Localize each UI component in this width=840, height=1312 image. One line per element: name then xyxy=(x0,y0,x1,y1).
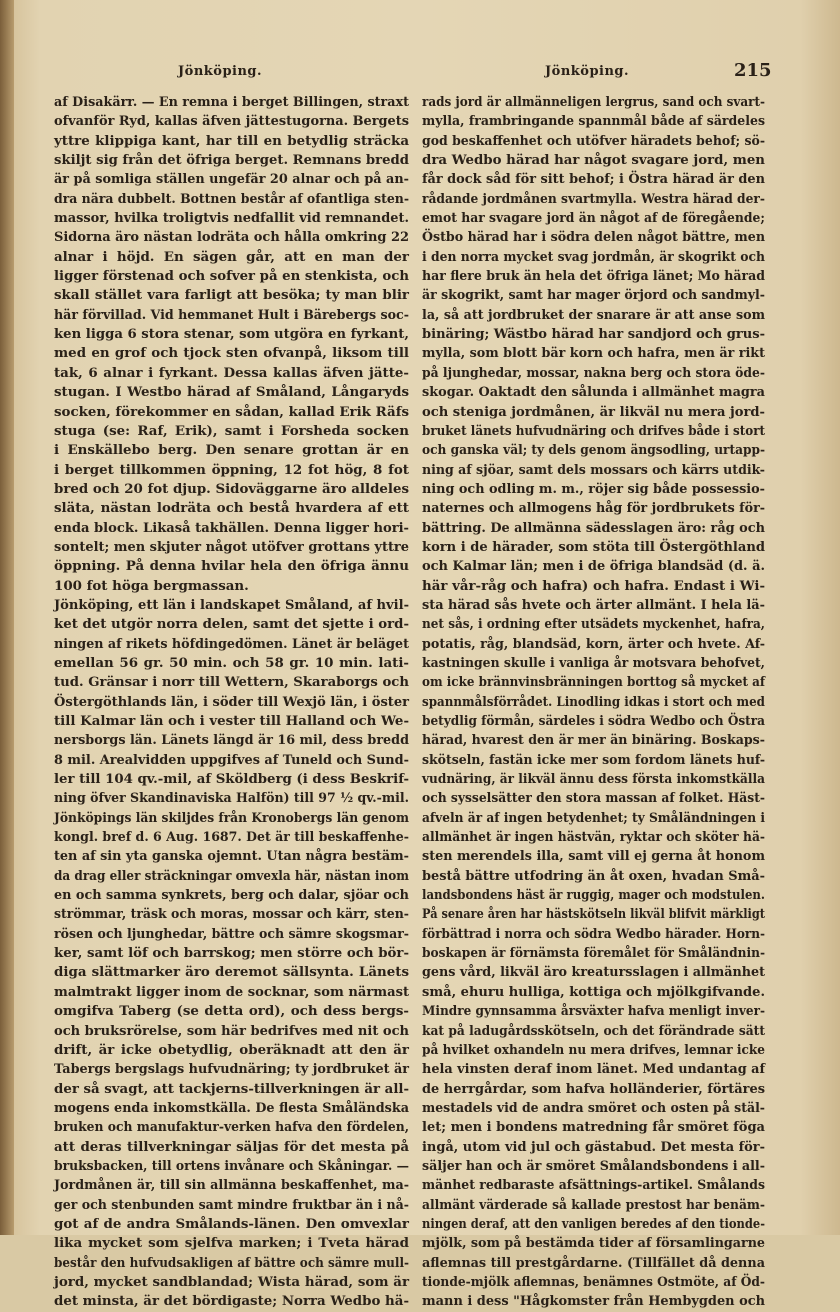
text-line: god beskaffenhet och utöfver häradets behof; sö- xyxy=(422,132,765,149)
text-line: 100 fot höga bergmassan. xyxy=(54,577,249,594)
text-line: till Kalmar län och i vester till Halland och We- xyxy=(54,713,409,729)
text-line: Jönköping, ett län i landskapet Småland, af hvil- xyxy=(54,596,409,613)
text-line: Sidorna äro nästan lodräta och hålla omkring 22 xyxy=(54,229,409,246)
text-line: bestå bättre utfodring än åt oxen, hvadan Små- xyxy=(422,867,765,884)
text-line: mylla, frambringande spannmål både af särdeles xyxy=(422,113,765,130)
text-line: spannmålsförrådet. Linodling idkas i stort och med xyxy=(422,693,765,710)
text-line: att deras tillverkningar säljas för det mesta på xyxy=(54,1138,409,1155)
left-text-column xyxy=(54,93,409,1312)
text-line: betydlig förmån, särdeles i södra Wedbo och Östra xyxy=(422,713,765,729)
text-line: drift, är icke obetydlig, oberäknadt att den är xyxy=(54,1041,409,1058)
text-line: gens vård, likväl äro kreatursslagen i allmänhet xyxy=(422,964,765,981)
text-line: binäring; Wästbo härad har sandjord och grus- xyxy=(422,326,765,343)
text-line: och bruksrörelse, som här bedrifves med nit och xyxy=(54,1022,409,1039)
text-line: der så svagt, att tackjerns-tillverkningen är all- xyxy=(54,1080,409,1097)
text-line: skall stället vara farligt att besöka; ty man blir xyxy=(54,287,409,304)
text-line: bättring. De allmänna sädesslagen äro: råg och xyxy=(422,519,765,536)
text-line: bruksbacken, till ortens invånare och Skåningar. — xyxy=(54,1157,409,1174)
text-line: omgifva Taberg (se detta ord), och dess bergs- xyxy=(54,1003,409,1020)
text-line: enda block. Likaså takhällen. Denna ligger hori- xyxy=(54,519,409,536)
text-line: yttre klippiga kant, har till en betydlig sträcka xyxy=(54,132,409,149)
text-line: strömmar, träsk och moras, mossar och kärr, sten- xyxy=(54,906,409,923)
text-line: de herrgårdar, som hafva holländerier, förtäres xyxy=(422,1080,765,1097)
text-line: tak, 6 alnar i fyrkant. Dessa kallas äfven jätte- xyxy=(54,364,409,381)
text-line: kat på ladugårdsskötseln, och det förändrade sätt xyxy=(422,1022,765,1039)
text-line: med en grof och tjock sten ofvanpå, liksom till xyxy=(54,345,409,362)
text-line: i den norra mycket svag jordmån, är skogrikt och xyxy=(422,248,765,265)
text-line: en och samma synkrets, berg och dalar, sjöar och xyxy=(54,887,409,904)
text-line: det minsta, är det bördigaste; Norra Wedbo hä- xyxy=(54,1293,409,1310)
text-line: ningen af rikets höfdingedömen. Länet är beläget xyxy=(54,635,409,652)
text-line: får dock såd för sitt behof; i Östra härad är den xyxy=(422,171,765,188)
text-line: socken, förekommer en sådan, kallad Erik Räfs xyxy=(54,403,409,420)
text-line: la, så att jordbruket der snarare är att anse som xyxy=(422,306,765,323)
text-line: bred och 20 fot djup. Sidoväggarne äro alldeles xyxy=(54,480,409,497)
text-line: om icke brännvinsbränningen borttog så mycket af xyxy=(422,674,765,691)
text-line: ker, samt löf och barrskog; men större och bör- xyxy=(54,945,409,962)
text-line: korn i de härader, som stöta till Östergöthland xyxy=(422,538,765,555)
running-header xyxy=(0,60,840,86)
page-number: 215 xyxy=(734,60,772,81)
text-line: diga slättmarker äro deremot sällsynta. Länets xyxy=(54,964,409,981)
text-line: öppning. På denna hvilar hela den öfriga ännu xyxy=(54,558,409,575)
text-line: och Kalmar län; men i de öfriga blandsäd (d. ä. xyxy=(422,558,765,575)
text-line: bruken och manufaktur-verken hafva den fördelen, xyxy=(54,1119,409,1136)
text-line: Östbo härad har i södra delen något bättre, men xyxy=(422,229,765,246)
text-line: ten af sin yta ganska ojemnt. Utan några bestäm- xyxy=(54,848,409,865)
text-line: 8 mil. Arealvidden uppgifves af Tuneld och Sund- xyxy=(54,751,409,768)
text-line: i Enskällebo berg. Den senare grottan är en xyxy=(54,442,409,459)
text-line: ning af sjöar, samt dels mossars och kärrs utdik- xyxy=(422,461,765,478)
text-line: mänhet redbaraste afsättnings-artikel. Smålands xyxy=(422,1177,765,1194)
text-line: små, ehuru hulliga, kottiga och mjölkgifvande. xyxy=(422,983,765,1000)
text-line: ning och odling m. m., röjer sig både possessio- xyxy=(422,480,765,497)
text-line: vudnäring, är likväl ännu dess första inkomstkälla xyxy=(422,771,765,788)
text-line: rads jord är allmänneligen lergrus, sand och svart- xyxy=(422,94,765,110)
text-line: boskapen är förnämsta föremålet för Småländnin- xyxy=(422,945,765,962)
text-line: alnar i höjd. En sägen går, att en man der xyxy=(54,248,409,265)
text-line: släta, nästan lodräta och bestå hvardera af ett xyxy=(54,500,409,517)
text-line: och ganska väl; ty dels genom ängsodling, urtapp- xyxy=(422,442,765,459)
text-line: got af de andra Smålands-länen. Den omvexlar xyxy=(54,1215,409,1232)
text-line: allmänt värderade så kallade prestost har benäm- xyxy=(422,1196,765,1213)
text-line: dra nära dubbelt. Bottnen består af ofantliga sten- xyxy=(54,190,409,207)
text-line: rösen och ljunghedar, bättre och sämre skogsmar- xyxy=(54,925,409,942)
text-line: skogar. Oaktadt den sålunda i allmänhet magra xyxy=(422,384,765,401)
text-line: Jordmånen är, till sin allmänna beskaffenhet, ma- xyxy=(54,1177,409,1194)
text-line: sten merendels illa, samt vill ej gerna åt honom xyxy=(422,848,765,865)
text-line: lika mycket som sjelfva marken; i Tveta härad xyxy=(54,1235,409,1252)
left-running-head: Jönköping. xyxy=(178,64,263,79)
text-line: jord, mycket sandblandad; Wista härad, som är xyxy=(54,1273,409,1290)
text-line: potatis, råg, blandsäd, korn, ärter och hvete. Af- xyxy=(422,635,765,652)
text-line: består den hufvudsakligen af bättre och sämre mull- xyxy=(54,1254,409,1271)
text-line: tionde-mjölk aflemnas, benämnes Ostmöte, af Öd- xyxy=(422,1273,765,1290)
text-line: här förvillad. Vid hemmanet Hult i Bärebergs soc- xyxy=(54,306,409,323)
right-text-column xyxy=(422,93,765,1312)
text-line: är skogrikt, samt har mager örjord och sandmyl- xyxy=(422,287,765,304)
text-line: på hvilket oxhandeln nu mera drifves, lemnar icke xyxy=(422,1041,765,1058)
text-line: ingå, utom vid jul och gästabud. Det mesta för- xyxy=(422,1138,765,1155)
text-line: emot har svagare jord än något af de föregående; xyxy=(422,210,765,227)
text-line: ofvanför Ryd, kallas äfven jättestugorna. Bergets xyxy=(54,113,409,130)
text-line: På senare åren har hästskötseln likväl blifvit märkligt xyxy=(422,906,765,923)
text-line: kongl. bref d. 6 Aug. 1687. Det är till beskaffenhe- xyxy=(54,829,409,846)
text-line: ger och stenbunden samt mindre fruktbar än i nå- xyxy=(54,1196,409,1213)
text-line: let; men i bondens matredning får smöret föga xyxy=(422,1119,765,1136)
book-spine-shadow xyxy=(0,0,14,1235)
text-line: hela vinsten deraf inom länet. Med undantag af xyxy=(422,1061,765,1078)
text-line: mogens enda inkomstkälla. De flesta Småländska xyxy=(54,1099,409,1116)
text-line: härad, hvarest den är mer än binäring. Boskaps- xyxy=(422,732,765,749)
text-line: malmtrakt ligger inom de socknar, som närmast xyxy=(54,983,409,1000)
text-line: mylla, som blott bär korn och hafra, men är rikt xyxy=(422,345,765,362)
text-line: mann i dess "Hågkomster från Hembygden och xyxy=(422,1293,765,1310)
text-line: skiljt sig från det öfriga berget. Remnans bredd xyxy=(54,152,409,169)
text-line: stugan. I Westbo härad af Småland, Långaryds xyxy=(54,384,409,401)
text-line: allmänhet är ingen hästvän, ryktar och sköter hä- xyxy=(422,829,765,846)
text-line: sontelt; men skjuter något utöfver grottans yttre xyxy=(54,538,409,555)
text-line: afveln är af ingen betydenhet; ty Småländningen i xyxy=(422,809,765,826)
text-line: Tabergs bergslags hufvudnäring; ty jordbruket är xyxy=(54,1061,409,1078)
text-line: Mindre gynnsamma årsväxter hafva menligt inver- xyxy=(422,1003,765,1020)
text-line: net sås, i ordning efter utsädets myckenhet, hafra, xyxy=(422,616,765,633)
text-line: sta härad sås hvete och ärter allmänt. I hela lä- xyxy=(422,596,765,613)
text-line: förbättrad i norra och södra Wedbo härader. Horn- xyxy=(422,925,765,942)
text-line: aflemnas till prestgårdarne. (Tillfället då denna xyxy=(422,1254,765,1271)
text-line: ligger förstenad och sofver på en stenkista, och xyxy=(54,268,409,285)
text-line: och steniga jordmånen, är likväl nu mera jord- xyxy=(422,403,765,420)
text-line: ken ligga 6 stora stenar, som utgöra en fyrkant, xyxy=(54,326,409,343)
text-line: här vår-råg och hafra) och hafra. Endast i Wi- xyxy=(422,577,765,594)
text-line: Jönköpings län skiljdes från Kronobergs län genom xyxy=(54,809,409,826)
text-line: af Disakärr. — En remna i berget Billingen, straxt xyxy=(54,94,409,110)
text-line: på ljunghedar, mossar, nakna berg och stora öde- xyxy=(422,364,765,381)
text-line: dra Wedbo härad har något svagare jord, men xyxy=(422,152,765,169)
text-line: i berget tillkommen öppning, 12 fot hög, 8 fot xyxy=(54,461,409,478)
text-line: nersborgs län. Länets längd är 16 mil, dess bredd xyxy=(54,732,409,749)
text-line: och sysselsätter den stora massan af folket. Häst- xyxy=(422,790,765,807)
text-line: ket det utgör norra delen, samt det sjette i ord- xyxy=(54,616,409,633)
text-line: ning öfver Skandinaviska Halfön) till 97 ½ qv.-mil. xyxy=(54,790,409,807)
text-line: landsbondens häst är ruggig, mager och modstulen. xyxy=(422,887,765,904)
text-line: da drag eller sträckningar omvexla här, nästan inom xyxy=(54,867,409,884)
text-line: kastningen skulle i vanliga år motsvara behofvet, xyxy=(422,654,765,671)
right-running-head: Jönköping. xyxy=(545,64,630,79)
text-line: naternes och allmogens håg för jordbrukets för- xyxy=(422,500,765,517)
text-line: Östergöthlands län, i söder till Wexjö län, i öster xyxy=(54,693,409,710)
text-line: ler till 104 qv.-mil, af Sköldberg (i dess Beskrif- xyxy=(54,771,409,788)
text-line: mestadels vid de andra smöret och osten på stäl- xyxy=(422,1099,765,1116)
text-line: har flere bruk än hela det öfriga länet; Mo härad xyxy=(422,268,765,285)
text-line: massor, hvilka troligtvis nedfallit vid remnandet. xyxy=(54,210,409,227)
text-line: bruket länets hufvudnäring och drifves både i stort xyxy=(422,422,765,439)
text-line: rådande jordmånen svartmylla. Westra härad der- xyxy=(422,190,765,207)
text-line: ningen deraf, att den vanligen beredes af den tionde- xyxy=(422,1215,765,1232)
text-line: emellan 56 gr. 50 min. och 58 gr. 10 min. lati- xyxy=(54,654,409,671)
text-line: skötseln, fastän icke mer som fordom länets huf- xyxy=(422,751,765,768)
text-line: tud. Gränsar i norr till Wettern, Skaraborgs och xyxy=(54,674,409,691)
text-line: mjölk, som på bestämda tider af församlingarne xyxy=(422,1235,765,1252)
text-line: säljer han och är smöret Smålandsbondens i all- xyxy=(422,1157,765,1174)
text-line: är på somliga ställen ungefär 20 alnar och på an- xyxy=(54,171,409,188)
text-line: stuga (se: Raf, Erik), samt i Forsheda socken xyxy=(54,422,409,439)
